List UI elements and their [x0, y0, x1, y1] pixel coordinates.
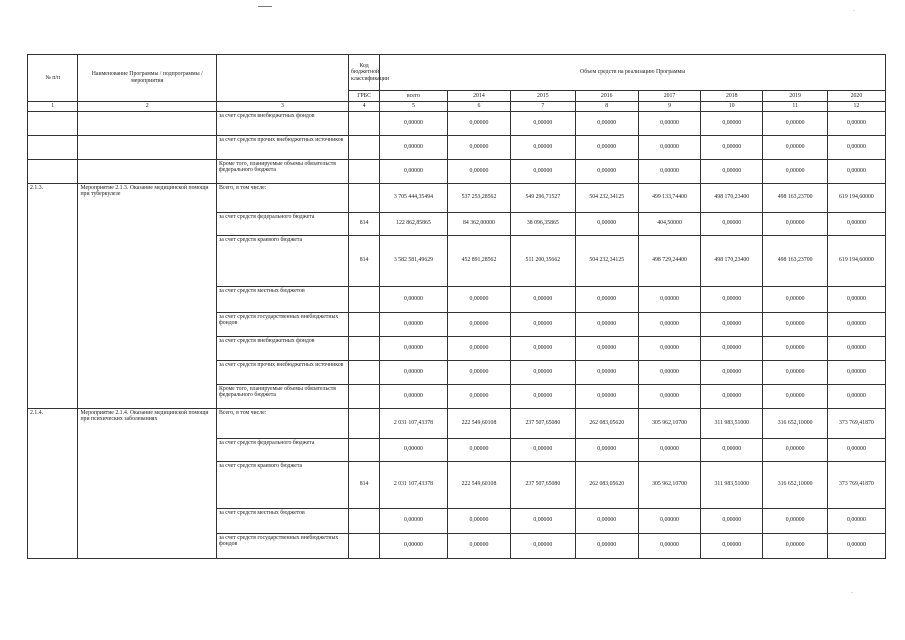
table-row — [28, 408, 886, 438]
amount-cell: 0,00000 — [638, 533, 700, 558]
table-row — [28, 159, 886, 183]
amount-cell: 452 891,28562 — [447, 235, 510, 286]
amount-cell: 511 200,35662 — [511, 235, 575, 286]
grbs-code — [349, 183, 380, 212]
table-row — [28, 111, 886, 135]
amount-cell: 0,00000 — [763, 384, 827, 408]
amount-cell: 0,00000 — [638, 438, 700, 461]
scan-mark: · — [851, 590, 853, 596]
grbs-code — [349, 533, 380, 558]
amount-cell: 498 170,23400 — [701, 183, 763, 212]
amount-cell: 0,00000 — [575, 286, 638, 312]
amount-cell: 0,00000 — [763, 312, 827, 336]
funding-source: Всего, в том числе: — [216, 408, 348, 438]
amount-cell: 0,00000 — [380, 360, 448, 384]
amount-cell: 498 163,23700 — [763, 183, 827, 212]
grbs-code — [349, 438, 380, 461]
amount-cell: 0,00000 — [763, 533, 827, 558]
amount-cell: 0,00000 — [511, 336, 575, 360]
amount-cell: 0,00000 — [701, 159, 763, 183]
grbs-code — [349, 408, 380, 438]
amount-cell: 0,00000 — [511, 533, 575, 558]
amount-cell: 499 133,74400 — [638, 183, 700, 212]
grbs-code: 814 — [349, 235, 380, 286]
header-year: 2016 — [575, 91, 638, 102]
amount-cell: 0,00000 — [447, 384, 510, 408]
amount-cell: 504 232,34125 — [575, 183, 638, 212]
amount-cell: 222 549,60108 — [447, 461, 510, 508]
amount-cell: 0,00000 — [701, 438, 763, 461]
grbs-code — [349, 159, 380, 183]
amount-cell: 0,00000 — [447, 286, 510, 312]
amount-cell: 0,00000 — [701, 135, 763, 159]
amount-cell: 0,00000 — [827, 384, 885, 408]
amount-cell: 0,00000 — [763, 135, 827, 159]
amount-cell: 0,00000 — [827, 111, 885, 135]
table-row — [28, 183, 886, 212]
header-name: Наименование Программы / подпрограммы / мероприятия — [78, 55, 217, 102]
amount-cell: 0,00000 — [511, 360, 575, 384]
header-year: 2020 — [827, 91, 885, 102]
grbs-code — [349, 508, 380, 533]
amount-cell: 0,00000 — [511, 438, 575, 461]
header-year: 2018 — [701, 91, 763, 102]
table-row — [28, 135, 886, 159]
amount-cell: 0,00000 — [447, 438, 510, 461]
amount-cell: 0,00000 — [701, 212, 763, 235]
amount-cell: 0,00000 — [575, 438, 638, 461]
funding-source: Кроме того, планируемые объемы обязательств федерального бюджета — [216, 384, 348, 408]
grbs-code — [349, 336, 380, 360]
row-number — [28, 111, 78, 135]
grbs-code — [349, 111, 380, 135]
funding-source: за счет средств федерального бюджета — [216, 438, 348, 461]
amount-cell: 0,00000 — [380, 159, 448, 183]
amount-cell: 0,00000 — [380, 286, 448, 312]
amount-cell: 0,00000 — [827, 286, 885, 312]
row-name: Мероприятие 2.1.4. Оказание медицинской помощи при психических заболеваниях — [78, 408, 217, 558]
amount-cell: 0,00000 — [575, 508, 638, 533]
amount-cell: 0,00000 — [511, 384, 575, 408]
funding-source: за счет средств местных бюджетов — [216, 508, 348, 533]
amount-cell: 0,00000 — [447, 111, 510, 135]
amount-cell: 0,00000 — [380, 384, 448, 408]
header-source — [216, 55, 348, 102]
funding-source: за счет средств прочих внебюджетных источников — [216, 135, 348, 159]
amount-cell: 0,00000 — [511, 111, 575, 135]
column-number: 7 — [511, 102, 575, 112]
column-number: 11 — [763, 102, 827, 112]
amount-cell: 619 194,60000 — [827, 235, 885, 286]
amount-cell: 0,00000 — [380, 135, 448, 159]
amount-cell: 0,00000 — [763, 212, 827, 235]
amount-cell: 305 962,10700 — [638, 461, 700, 508]
funding-source: за счет средств федерального бюджета — [216, 212, 348, 235]
amount-cell: 0,00000 — [447, 508, 510, 533]
amount-cell: 0,00000 — [511, 159, 575, 183]
header-year: всего — [380, 91, 448, 102]
amount-cell: 0,00000 — [638, 135, 700, 159]
amount-cell: 262 083,05620 — [575, 408, 638, 438]
amount-cell: 0,00000 — [638, 312, 700, 336]
header-year: 2014 — [447, 91, 510, 102]
amount-cell: 0,00000 — [638, 336, 700, 360]
amount-cell: 0,00000 — [447, 159, 510, 183]
amount-cell: 0,00000 — [447, 360, 510, 384]
amount-cell: 0,00000 — [701, 360, 763, 384]
amount-cell: 537 253,28562 — [447, 183, 510, 212]
amount-cell: 0,00000 — [575, 135, 638, 159]
amount-cell: 0,00000 — [380, 533, 448, 558]
amount-cell: 0,00000 — [827, 312, 885, 336]
funding-source: Всего, в том числе: — [216, 183, 348, 212]
amount-cell: 316 652,10000 — [763, 408, 827, 438]
header-row — [28, 55, 886, 91]
amount-cell: 0,00000 — [638, 159, 700, 183]
row-name: Мероприятие 2.1.3. Оказание медицинской помощи при туберкулезе — [78, 183, 217, 408]
header-num: № п/п — [28, 55, 78, 102]
amount-cell: 0,00000 — [380, 438, 448, 461]
amount-cell: 305 962,10700 — [638, 408, 700, 438]
amount-cell: 237 507,65080 — [511, 461, 575, 508]
amount-cell: 0,00000 — [575, 159, 638, 183]
amount-cell: 0,00000 — [701, 336, 763, 360]
grbs-code — [349, 135, 380, 159]
row-name — [78, 135, 217, 159]
column-number: 5 — [380, 102, 448, 112]
amount-cell: 311 983,51000 — [701, 408, 763, 438]
row-name — [78, 111, 217, 135]
amount-cell: 0,00000 — [575, 111, 638, 135]
amount-cell: 0,00000 — [638, 508, 700, 533]
amount-cell: 0,00000 — [575, 336, 638, 360]
amount-cell: 0,00000 — [827, 438, 885, 461]
amount-cell: 0,00000 — [638, 360, 700, 384]
amount-cell: 237 507,65080 — [511, 408, 575, 438]
funding-source: за счет средств краевого бюджета — [216, 461, 348, 508]
amount-cell: 2 031 107,43378 — [380, 461, 448, 508]
column-number-row — [28, 102, 886, 112]
column-number: 6 — [447, 102, 510, 112]
amount-cell: 373 769,41870 — [827, 408, 885, 438]
funding-source: за счет средств внебюджетных фондов — [216, 111, 348, 135]
funding-source: за счет средств внебюджетных фондов — [216, 336, 348, 360]
header-volume: Объем средств на реализацию Программы — [380, 55, 886, 91]
amount-cell: 0,00000 — [827, 508, 885, 533]
amount-cell: 0,00000 — [380, 336, 448, 360]
amount-cell: 0,00000 — [380, 508, 448, 533]
header-kbk: Код бюджетной классификации — [349, 55, 380, 91]
program-budget-table — [27, 54, 886, 559]
grbs-code — [349, 286, 380, 312]
amount-cell: 3 582 581,49629 — [380, 235, 448, 286]
amount-cell: 0,00000 — [638, 111, 700, 135]
amount-cell: 0,00000 — [763, 286, 827, 312]
amount-cell: 0,00000 — [827, 135, 885, 159]
amount-cell: 0,00000 — [763, 508, 827, 533]
header-year: 2017 — [638, 91, 700, 102]
amount-cell: 0,00000 — [575, 212, 638, 235]
row-name — [78, 159, 217, 183]
amount-cell: 0,00000 — [701, 508, 763, 533]
amount-cell: 0,00000 — [638, 384, 700, 408]
funding-source: за счет средств государственных внебюджетных фондов — [216, 533, 348, 558]
amount-cell: 122 862,85865 — [380, 212, 448, 235]
funding-source: за счет средств краевого бюджета — [216, 235, 348, 286]
column-number: 3 — [216, 102, 348, 112]
header-grbs: ГРБС — [349, 91, 380, 102]
amount-cell: 0,00000 — [763, 336, 827, 360]
amount-cell: 0,00000 — [827, 360, 885, 384]
amount-cell: 0,00000 — [763, 438, 827, 461]
amount-cell: 0,00000 — [763, 111, 827, 135]
amount-cell: 0,00000 — [827, 336, 885, 360]
amount-cell: 2 031 107,43378 — [380, 408, 448, 438]
amount-cell: 0,00000 — [511, 508, 575, 533]
amount-cell: 0,00000 — [447, 312, 510, 336]
row-number — [28, 159, 78, 183]
amount-cell: 316 652,10000 — [763, 461, 827, 508]
funding-source: за счет средств прочих внебюджетных источников — [216, 360, 348, 384]
amount-cell: 0,00000 — [380, 312, 448, 336]
funding-source: за счет средств государственных внебюджетных фондов — [216, 312, 348, 336]
scan-mark — [258, 6, 272, 7]
column-number: 10 — [701, 102, 763, 112]
amount-cell: 0,00000 — [511, 312, 575, 336]
amount-cell: 0,00000 — [701, 533, 763, 558]
column-number: 4 — [349, 102, 380, 112]
amount-cell: 0,00000 — [575, 312, 638, 336]
amount-cell: 0,00000 — [511, 135, 575, 159]
grbs-code: 814 — [349, 461, 380, 508]
grbs-code — [349, 312, 380, 336]
amount-cell: 0,00000 — [827, 212, 885, 235]
column-number: 9 — [638, 102, 700, 112]
amount-cell: 0,00000 — [511, 286, 575, 312]
amount-cell: 0,00000 — [447, 533, 510, 558]
scan-mark: · — [853, 8, 855, 14]
column-number: 8 — [575, 102, 638, 112]
amount-cell: 498 163,23700 — [763, 235, 827, 286]
amount-cell: 404,50000 — [638, 212, 700, 235]
amount-cell: 0,00000 — [447, 135, 510, 159]
amount-cell: 0,00000 — [701, 111, 763, 135]
amount-cell: 0,00000 — [827, 159, 885, 183]
amount-cell: 498 170,23400 — [701, 235, 763, 286]
funding-source: за счет средств местных бюджетов — [216, 286, 348, 312]
amount-cell: 0,00000 — [701, 384, 763, 408]
amount-cell: 0,00000 — [638, 286, 700, 312]
row-number: 2.1.3. — [28, 183, 78, 408]
amount-cell: 0,00000 — [701, 286, 763, 312]
amount-cell: 311 983,51000 — [701, 461, 763, 508]
amount-cell: 0,00000 — [763, 360, 827, 384]
amount-cell: 0,00000 — [575, 533, 638, 558]
column-number: 1 — [28, 102, 78, 112]
amount-cell: 262 083,05620 — [575, 461, 638, 508]
amount-cell: 619 194,60000 — [827, 183, 885, 212]
amount-cell: 0,00000 — [575, 384, 638, 408]
amount-cell: 549 296,71527 — [511, 183, 575, 212]
amount-cell: 0,00000 — [575, 360, 638, 384]
grbs-code — [349, 384, 380, 408]
column-number: 12 — [827, 102, 885, 112]
amount-cell: 0,00000 — [827, 533, 885, 558]
amount-cell: 3 705 444,35494 — [380, 183, 448, 212]
amount-cell: 373 769,41870 — [827, 461, 885, 508]
column-number: 2 — [78, 102, 217, 112]
amount-cell: 0,00000 — [447, 336, 510, 360]
amount-cell: 84 362,00000 — [447, 212, 510, 235]
funding-source: Кроме того, планируемые объемы обязательств федерального бюджета — [216, 159, 348, 183]
amount-cell: 0,00000 — [380, 111, 448, 135]
grbs-code — [349, 360, 380, 384]
grbs-code: 814 — [349, 212, 380, 235]
header-year: 2019 — [763, 91, 827, 102]
amount-cell: 38 096,35865 — [511, 212, 575, 235]
header-year: 2015 — [511, 91, 575, 102]
amount-cell: 498 729,24400 — [638, 235, 700, 286]
amount-cell: 504 232,34125 — [575, 235, 638, 286]
amount-cell: 0,00000 — [763, 159, 827, 183]
row-number — [28, 135, 78, 159]
amount-cell: 222 549,60108 — [447, 408, 510, 438]
row-number: 2.1.4. — [28, 408, 78, 558]
amount-cell: 0,00000 — [701, 312, 763, 336]
